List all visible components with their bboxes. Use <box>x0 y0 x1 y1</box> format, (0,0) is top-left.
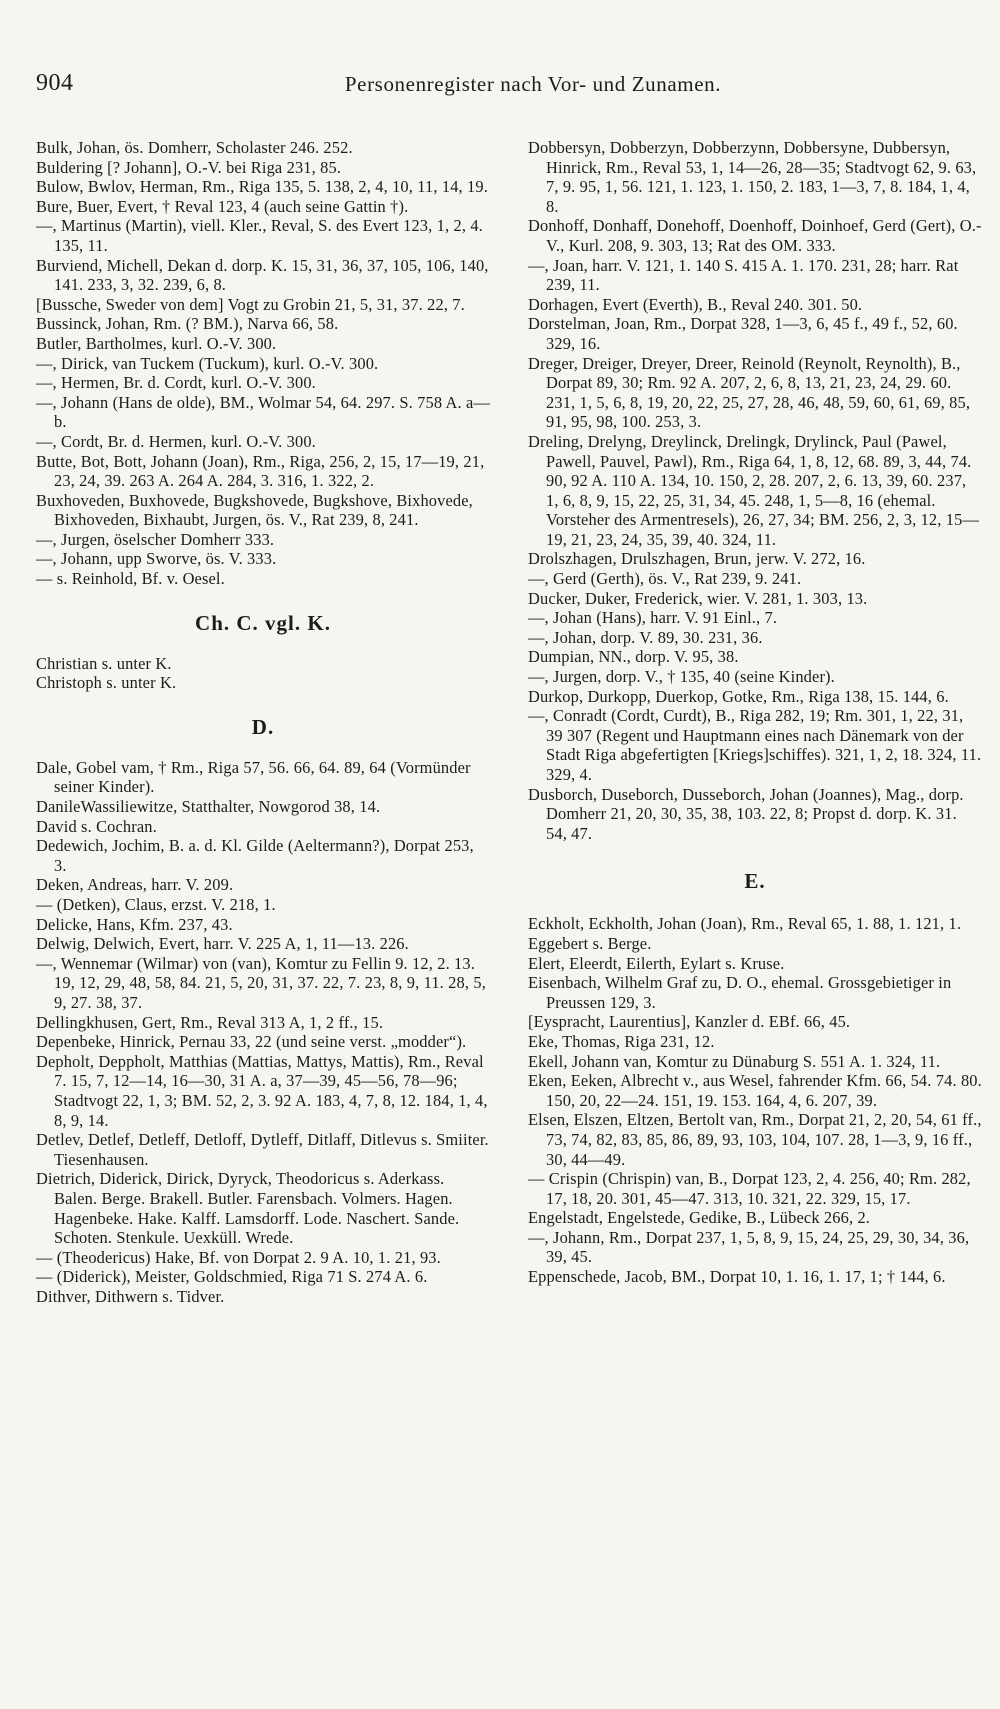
register-entry: —, Johann (Hans de olde), BM., Wolmar 54, 64. 297. S. 758 A. a—b. <box>36 392 490 432</box>
register-entry: Christoph s. unter K. <box>36 673 177 693</box>
register-entry: Dale, Gobel vam, † Rm., Riga 57, 56. 66, 64. 89, 64 (Vormünder seiner Kinder). <box>36 757 471 797</box>
register-entry: — s. Reinhold, Bf. v. Oesel. <box>36 569 225 589</box>
register-entry: Donhoff, Donhaff, Donehoff, Doenhoff, Doinhoef, Gerd (Gert), O.-V., Kurl. 208, 9. 303, 13; Rat des OM. 333. <box>528 216 982 255</box>
register-entry: Deken, Andreas, harr. V. 209. <box>36 875 234 895</box>
section-heading: Ch. C. vgl. K. <box>195 610 331 635</box>
register-entry: Dellingkhusen, Gert, Rm., Reval 313 A, 1, 2 ff., 15. <box>36 1012 384 1032</box>
register-entry: —, Johan (Hans), harr. V. 91 Einl., 7. <box>528 608 778 628</box>
register-entry: Elert, Eleerdt, Eilerth, Eylart s. Kruse. <box>528 953 785 973</box>
register-entry: —, Johann, upp Sworve, ös. V. 333. <box>36 549 277 569</box>
register-entry: Durkop, Durkopp, Duerkop, Gotke, Rm., Riga 138, 15. 144, 6. <box>528 686 949 706</box>
register-entry: Butler, Bartholmes, kurl. O.-V. 300. <box>36 333 277 353</box>
register-entry: Depenbeke, Hinrick, Pernau 33, 22 (und seine verst. „modder“). <box>36 1032 467 1052</box>
register-entry: Engelstadt, Engelstede, Gedike, B., Lübeck 266, 2. <box>528 1208 871 1228</box>
register-entry: — (Diderick), Meister, Goldschmied, Riga 71 S. 274 A. 6. <box>36 1267 428 1287</box>
register-entry: Buldering [? Johann], O.-V. bei Riga 231, 85. <box>36 157 342 177</box>
register-entry: Bure, Buer, Evert, † Reval 123, 4 (auch seine Gattin †). <box>36 196 409 216</box>
register-entry: — (Theodericus) Hake, Bf. von Dorpat 2. 9 A. 10, 1. 21, 93. <box>36 1247 441 1267</box>
register-entry: Burviend, Michell, Dekan d. dorp. K. 15, 31, 36, 37, 105, 106, 140, 141. 233, 3, 32. 239, 6, 8. <box>36 255 489 295</box>
register-entry: Eken, Eeken, Albrecht v., aus Wesel, fahrender Kfm. 66, 54. 74. 80. 150, 20, 22—24. 151, 19. 153. 164, 4, 6. 207, 39. <box>528 1071 982 1110</box>
register-entry: Bulow, Bwlov, Herman, Rm., Riga 135, 5. 138, 2, 4, 10, 11, 14, 19. <box>36 177 488 197</box>
register-entry: Dobbersyn, Dobberzyn, Dobberzynn, Dobbersyne, Dubbersyn, Hinrick, Rm., Reval 53, 1, 14—26, 28—35; Stadtvogt 62, 9. 63, 7, 9. 95, 1, 56. 121, 1. 123, 1. 150, 2. 183, 1—3, 7, 8. 184, 1, 4, 8. <box>528 138 977 216</box>
register-entry: —, Wennemar (Wilmar) von (van), Komtur zu Fellin 9. 12, 2. 13. 19, 12, 29, 48, 58, 84. 21, 5, 20, 31, 37. 22, 7. 23, 8, 9, 11. 28, 5, 9, 27. 38, 37. <box>36 953 486 1012</box>
register-entry: Eggebert s. Berge. <box>528 933 652 953</box>
register-entry: Dietrich, Diderick, Dirick, Dyryck, Theodoricus s. Aderkass. Balen. Berge. Brakell. Butler. Farensbach. Volmers. Hagen. Hagenbeke. Hake. Kalff. Lamsdorff. Lode. Naschert. Sande. Schoten. Stenkule. Uexküll. Wrede. <box>36 1169 460 1248</box>
register-entry: Butte, Bot, Bott, Johann (Joan), Rm., Riga, 256, 2, 15, 17—19, 21, 23, 24, 39. 263 A. 264 A. 284, 3. 316, 1. 322, 2. <box>36 451 485 491</box>
running-title: Personenregister nach Vor- und Zunamen. <box>344 72 722 96</box>
register-entry: Eke, Thomas, Riga 231, 12. <box>528 1031 715 1051</box>
register-entry: Bussinck, Johan, Rm. (? BM.), Narva 66, 58. <box>36 314 339 334</box>
register-entry: Delicke, Hans, Kfm. 237, 43. <box>36 914 233 934</box>
section-heading: D. <box>251 714 275 739</box>
register-entry: Dumpian, NN., dorp. V. 95, 38. <box>528 647 739 667</box>
register-entry: Bulk, Johan, ös. Domherr, Scholaster 246. 252. <box>36 138 353 157</box>
register-entry: Dusborch, Duseborch, Dusseborch, Johan (Joannes), Mag., dorp. Domherr 21, 20, 30, 35, 38, 103. 22, 8; Propst d. dorp. K. 31. 54, 47. <box>528 784 964 843</box>
register-entry: Dithver, Dithwern s. Tidver. <box>36 1286 225 1306</box>
register-entry: Depholt, Deppholt, Matthias (Mattias, Mattys, Mattis), Rm., Reval 7. 15, 7, 12—14, 16—30, 31 A. a, 37—39, 45—56, 78—96; Stadtvogt 22, 1, 3; BM. 52, 2, 3. 92 A. 183, 4, 7, 8, 12. 184, 1, 4, 8, 9, 14. <box>36 1051 488 1130</box>
register-entry: Elsen, Elszen, Eltzen, Bertolt van, Rm., Dorpat 21, 2, 20, 54, 61 ff., 73, 74, 82, 83, 85, 86, 89, 93, 103, 104, 107. 28, 1—3, 9, 16 ff., 30, 44—49. <box>528 1110 982 1169</box>
register-entry: Dreling, Drelyng, Dreylinck, Drelingk, Drylinck, Paul (Pawel, Pawell, Pauvel, Pawl), Rm., Riga 64, 1, 8, 12, 68. 89, 3, 44, 74. 90, 92 A. 110 A. 134, 10. 150, 2, 28. 207, 2, 6. 13, 39, 60. 237, 1, 6, 8, 9, 15, 22, 25, 31, 34, 45. 248, 1, 5—8, 16 (ehemal. Vorsteher des Armentresels), 26, 27, 34; BM. 256, 2, 3, 12, 15—19, 21, 23, 24, 35, 39, 40. 324, 11. <box>528 431 979 549</box>
register-entry: Dedewich, Jochim, B. a. d. Kl. Gilde (Aeltermann?), Dorpat 253, 3. <box>36 836 474 875</box>
register-entry: —, Jurgen, dorp. V., † 135, 40 (seine Kinder). <box>528 667 835 687</box>
register-entry: Drolszhagen, Drulszhagen, Brun, jerw. V. 272, 16. <box>528 549 866 569</box>
register-entry: David s. Cochran. <box>36 816 157 836</box>
register-entry: —, Conradt (Cordt, Curdt), B., Riga 282, 19; Rm. 301, 1, 22, 31, 39 307 (Regent und Hauptmann eines nach Dänemark von der Stadt Riga abgefertigten [Kriegs]schiffes). 321, 1, 2, 18. 324, 11. 329, 4. <box>528 706 982 784</box>
register-entry: Detlev, Detlef, Detleff, Detloff, Dytleff, Ditlaff, Ditlevus s. Smiiter. Tiesenhausen. <box>36 1130 489 1169</box>
register-entry: Eckholt, Eckholth, Johan (Joan), Rm., Reval 65, 1. 88, 1. 121, 1. <box>528 914 962 934</box>
register-entry: Eppenschede, Jacob, BM., Dorpat 10, 1. 16, 1. 17, 1; † 144, 6. <box>528 1267 946 1287</box>
register-entry: Dorstelman, Joan, Rm., Dorpat 328, 1—3, 6, 45 f., 49 f., 52, 60. 329, 16. <box>528 314 958 353</box>
register-entry: Dorhagen, Evert (Everth), B., Reval 240. 301. 50. <box>528 294 863 314</box>
page-number: 904 <box>36 70 74 96</box>
register-entry: — Crispin (Chrispin) van, B., Dorpat 123, 2, 4. 256, 40; Rm. 282, 17, 18, 20. 301, 45—47. 313, 10. 321, 22. 329, 15, 17. <box>528 1169 971 1208</box>
register-entry: Ducker, Duker, Frederick, wier. V. 281, 1. 303, 13. <box>528 588 868 608</box>
register-entry: —, Jurgen, öselscher Domherr 333. <box>36 529 275 549</box>
register-entry: —, Cordt, Br. d. Hermen, kurl. O.-V. 300. <box>36 431 316 451</box>
register-entry: —, Gerd (Gerth), ös. V., Rat 239, 9. 241. <box>528 569 802 589</box>
register-entry: [Eyspracht, Laurentius], Kanzler d. EBf. 66, 45. <box>528 1012 851 1032</box>
register-entry: —, Dirick, van Tuckem (Tuckum), kurl. O.-V. 300. <box>36 353 379 373</box>
register-entry: —, Joan, harr. V. 121, 1. 140 S. 415 A. 1. 170. 231, 28; harr. Rat 239, 11. <box>528 255 959 295</box>
register-entry: Ekell, Johann van, Komtur zu Dünaburg S. 551 A. 1. 324, 11. <box>528 1051 941 1071</box>
register-entry: —, Hermen, Br. d. Cordt, kurl. O.-V. 300. <box>36 373 316 393</box>
right-column <box>528 138 982 1306</box>
register-entry: Delwig, Delwich, Evert, harr. V. 225 A, 1, 11—13. 226. <box>36 934 409 954</box>
page-header <box>36 70 970 104</box>
section-heading: E. <box>744 869 766 894</box>
register-entry: Buxhoveden, Buxhovede, Bugkshovede, Bugkshove, Bixhovede, Bixhoveden, Bixhaubt, Jurgen, ös. V., Rat 239, 8, 241. <box>36 490 473 530</box>
register-columns <box>36 138 982 1306</box>
register-entry: [Bussche, Sweder von dem] Vogt zu Grobin 21, 5, 31, 37. 22, 7. <box>36 294 465 314</box>
register-entry: Christian s. unter K. <box>36 653 172 673</box>
register-entry: Dreger, Dreiger, Dreyer, Dreer, Reinold (Reynolt, Reynolth), B., Dorpat 89, 30; Rm. 92 A. 207, 2, 6, 8, 13, 21, 23, 24, 29. 60. 231, 1, 5, 6, 8, 19, 20, 22, 25, 27, 28, 46, 48, 59, 60, 61, 69, 85, 91, 95, 98, 100. 253, 3. <box>528 353 971 432</box>
register-entry: Eisenbach, Wilhelm Graf zu, D. O., ehemal. Grossgebietiger in Preussen 129, 3. <box>528 973 952 1012</box>
register-entry: —, Johan, dorp. V. 89, 30. 231, 36. <box>528 627 763 647</box>
register-entry: —, Johann, Rm., Dorpat 237, 1, 5, 8, 9, 15, 24, 25, 29, 30, 34, 36, 39, 45. <box>528 1227 970 1267</box>
left-column <box>36 138 490 1306</box>
register-entry: —, Martinus (Martin), viell. Kler., Reval, S. des Evert 123, 1, 2, 4. 135, 11. <box>36 216 483 255</box>
register-entry: DanileWassiliewitze, Statthalter, Nowgorod 38, 14. <box>36 797 381 817</box>
register-entry: — (Detken), Claus, erzst. V. 218, 1. <box>36 895 276 914</box>
